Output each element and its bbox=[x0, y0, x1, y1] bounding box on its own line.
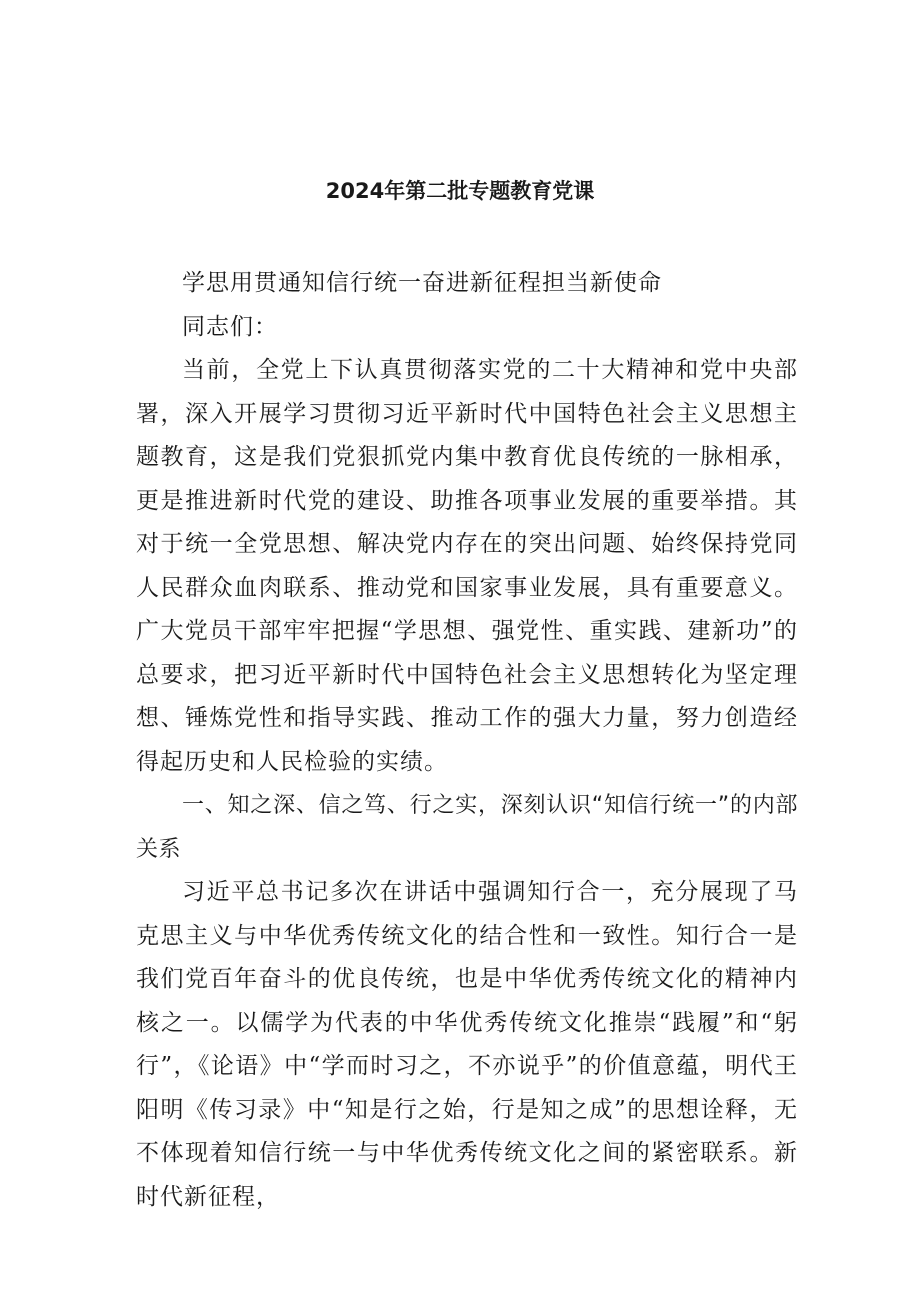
section-1-paragraph: 习近平总书记多次在讲话中强调知行合一，充分展现了马克思主义与中华优秀传统文化的结合性和一致性。知行合一是我们党百年奋斗的优良传统，也是中华优秀传统文化的精神内核之一。以儒学为代表的中华优秀传统文化推崇“践履”和“躬行”，《论语》中“学而时习之，不亦说乎”的价值意蕴，明代王阳明《传习录》中“知是行之始，行是知之成”的思想诠释，无不体现着知信行统一与中华优秀传统文化之间的紧密联系。新时代新征程， bbox=[136, 879, 798, 1210]
document-body bbox=[136, 262, 798, 1219]
salutation: 同志们： bbox=[182, 313, 278, 340]
document-subtitle: 学思用贯通知信行统一奋进新征程担当新使命 bbox=[182, 270, 662, 296]
document-title: 2024年第二批专题教育党课 bbox=[325, 179, 595, 203]
intro-paragraph: 当前，全党上下认真贯彻落实党的二十大精神和党中央部署，深入开展学习贯彻习近平新时代中国特色社会主义思想主题教育，这是我们党狠抓党内集中教育优良传统的一脉相承，更是推进新时代党的建设、助推各项事业发展的重要举措。其对于统一全党思想、解决党内存在的突出问题、始终保持党同人民群众血肉联系、推动党和国家事业发展，具有重要意义。广大党员干部牢牢把握“学思想、强党性、重实践、建新功”的总要求，把习近平新时代中国特色社会主义思想转化为坚定理想、锤炼党性和指导实践、推动工作的强大力量，努力创造经得起历史和人民检验的实绩。 bbox=[136, 357, 798, 775]
section-heading-1: 一、知之深、信之笃、行之实，深刻认识“知信行统一”的内部关系 bbox=[136, 793, 798, 862]
